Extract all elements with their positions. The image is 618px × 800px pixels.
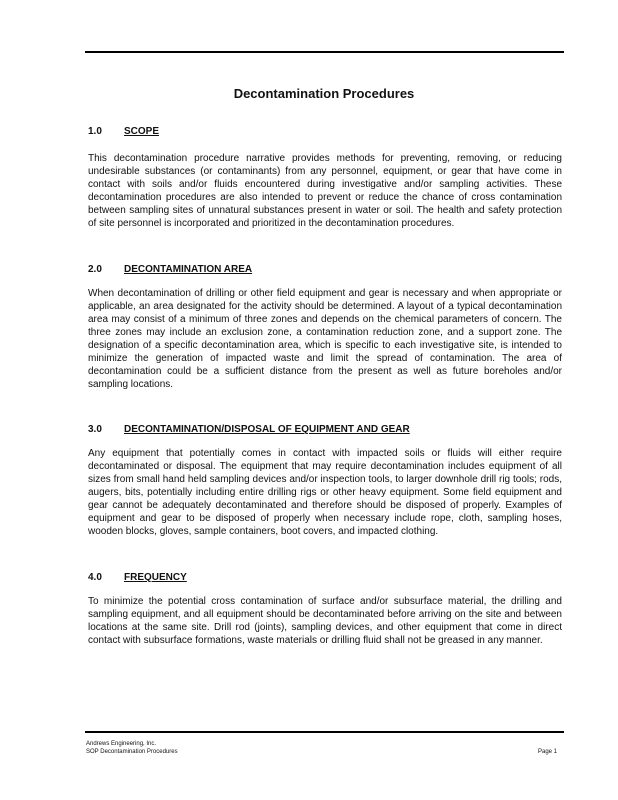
footer-rule — [85, 731, 564, 733]
footer-page-number: Page 1 — [538, 749, 558, 755]
section-heading-frequency — [88, 572, 187, 583]
footer-document: SOP Decontamination Procedures — [86, 749, 178, 755]
section-title: SCOPE — [124, 126, 160, 137]
section-number: 4.0 — [88, 572, 102, 583]
section-number: 3.0 — [88, 424, 102, 435]
section-heading-disposal — [88, 424, 410, 435]
footer-left — [86, 740, 178, 756]
footer-company: Andrews Engineering, Inc. — [86, 741, 157, 747]
section-heading-scope — [88, 126, 159, 137]
section-title: FREQUENCY — [124, 572, 187, 583]
section-heading-area — [88, 264, 252, 275]
section-body-scope: This decontamination procedure narrative provides methods for preventing, removing, or reducing undesirable substances (or contaminants) from any personnel, equipment, or gear that have come in contact with soils and/or fluids encountered during investigative and/or sampling activities. These decontamination procedures are also intended to prevent or reduce the chance of cross contamination between sampling sites of unnatural substances present in water or soil. The health and safety protection of site personnel is incorporated and prioritized in the decontamination procedures. — [88, 153, 562, 229]
section-number: 2.0 — [88, 264, 102, 275]
section-body-area: When decontamination of drilling or other field equipment and gear is necessary and when appropriate or applicable, an area designated for the activity should be determined. A layout of a typical decontamination area may consist of a minimum of three zones and depends on the chemical parameters of concern. The three zones may include an exclusion zone, a contamination reduction zone, and a support zone. The designation of a specific decontamination area, which is specific to each investigative site, is intended to minimize the generation of impacted waste and limit the spread of contamination. The area of decontamination could be a sufficient distance from the present as well as future boreholes and/or sampling locations. — [88, 288, 562, 390]
section-title: DECONTAMINATION AREA — [124, 264, 253, 275]
section-title: DECONTAMINATION/DISPOSAL OF EQUIPMENT AND GEAR — [124, 424, 410, 435]
header-rule — [85, 51, 564, 53]
section-number: 1.0 — [88, 126, 102, 137]
page-title: Decontamination Procedures — [233, 86, 415, 101]
section-body-disposal: Any equipment that potentially comes in contact with impacted soils or fluids will either require decontaminated or disposal. The equipment that may require decontamination includes equipment of all sizes from small hand held sampling devices and/or inspection tools, to larger downhole drill rig tools; rods, augers, bits, potentially including entire drilling rigs or other heavy equipment. Some field equipment and gear cannot be adequately decontaminated and therefore should be disposed of properly. Examples of equipment and gear to be disposed of properly when necessary include rope, cloth, sampling hoses, wooden blocks, gloves, sample containers, boot covers, and impacted clothing. — [88, 448, 562, 537]
section-body-frequency: To minimize the potential cross contamination of surface and/or subsurface material, the drilling and sampling equipment, and all equipment should be decontaminated before arriving on the site and between locations at the same site. Drill rod (joints), sampling devices, and other equipment that come in direct contact with subsurface formations, waste materials or drilling fluid shall not be greased in any manner. — [88, 596, 562, 646]
